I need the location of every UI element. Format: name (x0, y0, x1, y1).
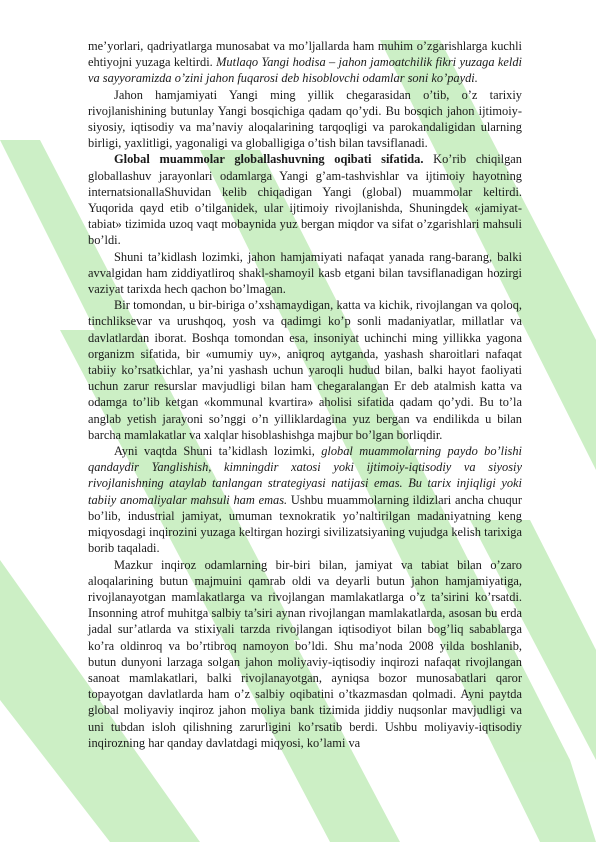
paragraph-5 (88, 297, 522, 443)
paragraph-1 (88, 38, 522, 87)
italic-text: global muammolarning paydo bo’lishi qandaydir Yanglishish, kimningdir xatosi yoki ijtimoiy-iqtisodiy va siyosiy rivojlanishning ataylab tanlangan strategiyasi natijasi emas. Bu tarix injiqligi yoki tabiiy anomaliyalar mahsuli ham emas. (88, 444, 522, 507)
text-run: me’yorlari, qadriyatlarga munosabat va mo’ljallarda ham muhim o’zgarishlarga kuchli ehtiyojni yuzaga keltirdi. (88, 39, 522, 70)
paragraph-2 (88, 87, 522, 152)
italic-text: Mutlaqo Yangi hodisa – jahon jamoatchilik fikri yuzaga keldi va sayyoramizda o’zini jahon fuqarosi deb hisoblovchi odamlar soni ko’paydi. (88, 55, 522, 86)
document-body (88, 38, 522, 751)
paragraph-7 (88, 557, 522, 751)
paragraph-3 (88, 151, 522, 248)
text-run: Mazkur inqiroz odamlarning bir-biri bilan, jamiyat va tabiat bilan o’zaro aloqalarining butun majmuini qamrab oldi va deyarli butun jahon hamjamiyatiga, rivojlanayotgan mamlakatlarga va rivojlangan mamlakatlarga o’z ta’sirini ko’rsatdi. Insonning atrof muhitga salbiy ta’siri aynan rivojlangan mamlakatlarda, asosan bu erda jadal sur’atlarda va stixiyali tarzda rivojlangan iqtisodiyot bilan bog’liq sabablarga ko’ra oldinroq va bo’rtibroq namoyon bo’ldi. Shu ma’noda 2008 yilda boshlanib, butun dunyoni larzaga solgan jahon moliyaviy-iqtisodiy inqirozi nafaqat rivojlangan sanoat mamlakatlari, balki rivojlanayotgan, ayniqsa bozor munosabatlari qaror topayotgan davlatlarda ham o’z salbiy oqibatini o’tkazmasdan qolmadi. Ayni paytda global moliyaviy inqiroz jahon moliya bank tizimida jiddiy nuqsonlar mavjudligi va uni tubdan isloh qilishning zarurligini ko’rsatib berdi. Ushbu moliyaviy-iqtisodiy inqirozning har qanday davlatdagi miqyosi, ko’lami va (88, 557, 522, 750)
text-run: Ushbu muammolarning ildizlari ancha chuqur bo’lib, industrial jamiyat, umuman texnokratik yo’naltirilgan madaniyatning keng miqyosdagi inqirozini yuzaga keltirgan hozirgi sivilizatsiyaning vujudga kelish tarixiga borib taqaladi. (88, 492, 522, 556)
text-run: Shuni ta’kidlash lozimki, jahon hamjamiyati nafaqat yanada rang-barang, balki avvalgidan ham ziddiyatliroq shakl-shamoyil kasb etgani bilan tavsiflanadigan hozirgi vaziyat tarixda hech qachon bo’lmagan. (88, 249, 522, 297)
paragraph-4 (88, 249, 522, 298)
bold-heading: Global muammolar globallashuvning oqibati sifatida. (114, 152, 424, 167)
text-run: Ko’rib chiqilgan globallashuv jarayonlari odamlarga Yangi g’am-tashvishlar va ijtimoiy hayotning internatsionallaShuvidan kelib chiqadigan Yangi (global) muammolar keltirdi. Yuqorida qayd etib o’tilganidek, ular ijtimoiy rivojlanishda, Shuningdek «jamiyat-tabiat» tizimida uzoq vaqt mobaynida yuz bergan miqdor va sifat o’zgarishlari mahsuli bo’ldi. (88, 152, 522, 248)
text-run: Ayni vaqtda Shuni ta’kidlash lozimki, (114, 444, 322, 459)
paragraph-6 (88, 443, 522, 556)
text-run: Bir tomondan, u bir-biriga o’xshamaydigan, katta va kichik, rivojlangan va qoloq, tinchliksevar va urushqoq, yosh va qadimgi ko’p sonli madaniyatlar, millatlar va davlatlardan iborat. Boshqa tomondan esa, insoniyat uchinchi ming yillikka yagona organizm sifatida, bir «umumiy uy», aniqroq aytganda, yashash sharoitlari nafaqat tabiiy ko’rsatkichlar, ya’ni yashash uchun yaroqli hudud bilan, balki hayot faoliyati uchun zarur resurslar mavjudligi bilan ham chegaralangan Er deb atalmish katta va odamga to’lib ketgan «kommunal kvartira» aholisi sifatida qadam qo’ydi. Bu to’la anglab yetish jarayoni so’nggi o’n yilliklardagina yuz bergan va endilikda u bilan barcha mamlakatlar va xalqlar hisoblashishga majbur bo’lgan borliqdir. (88, 298, 522, 442)
text-run: Jahon hamjamiyati Yangi ming yillik chegarasidan o’tib, o’z tarixiy rivojlanishining butunlay Yangi bosqichiga qadam qo’ydi. Bu bosqich jahon ijtimoiy-siyosiy, iqtisodiy va ma’naviy aloqalarining tarqoqligi va parokandaligidan ularning birligi, yaxlitligi, yagonaligi va globalligiga o’tish bilan tavsiflanadi. (88, 87, 522, 151)
